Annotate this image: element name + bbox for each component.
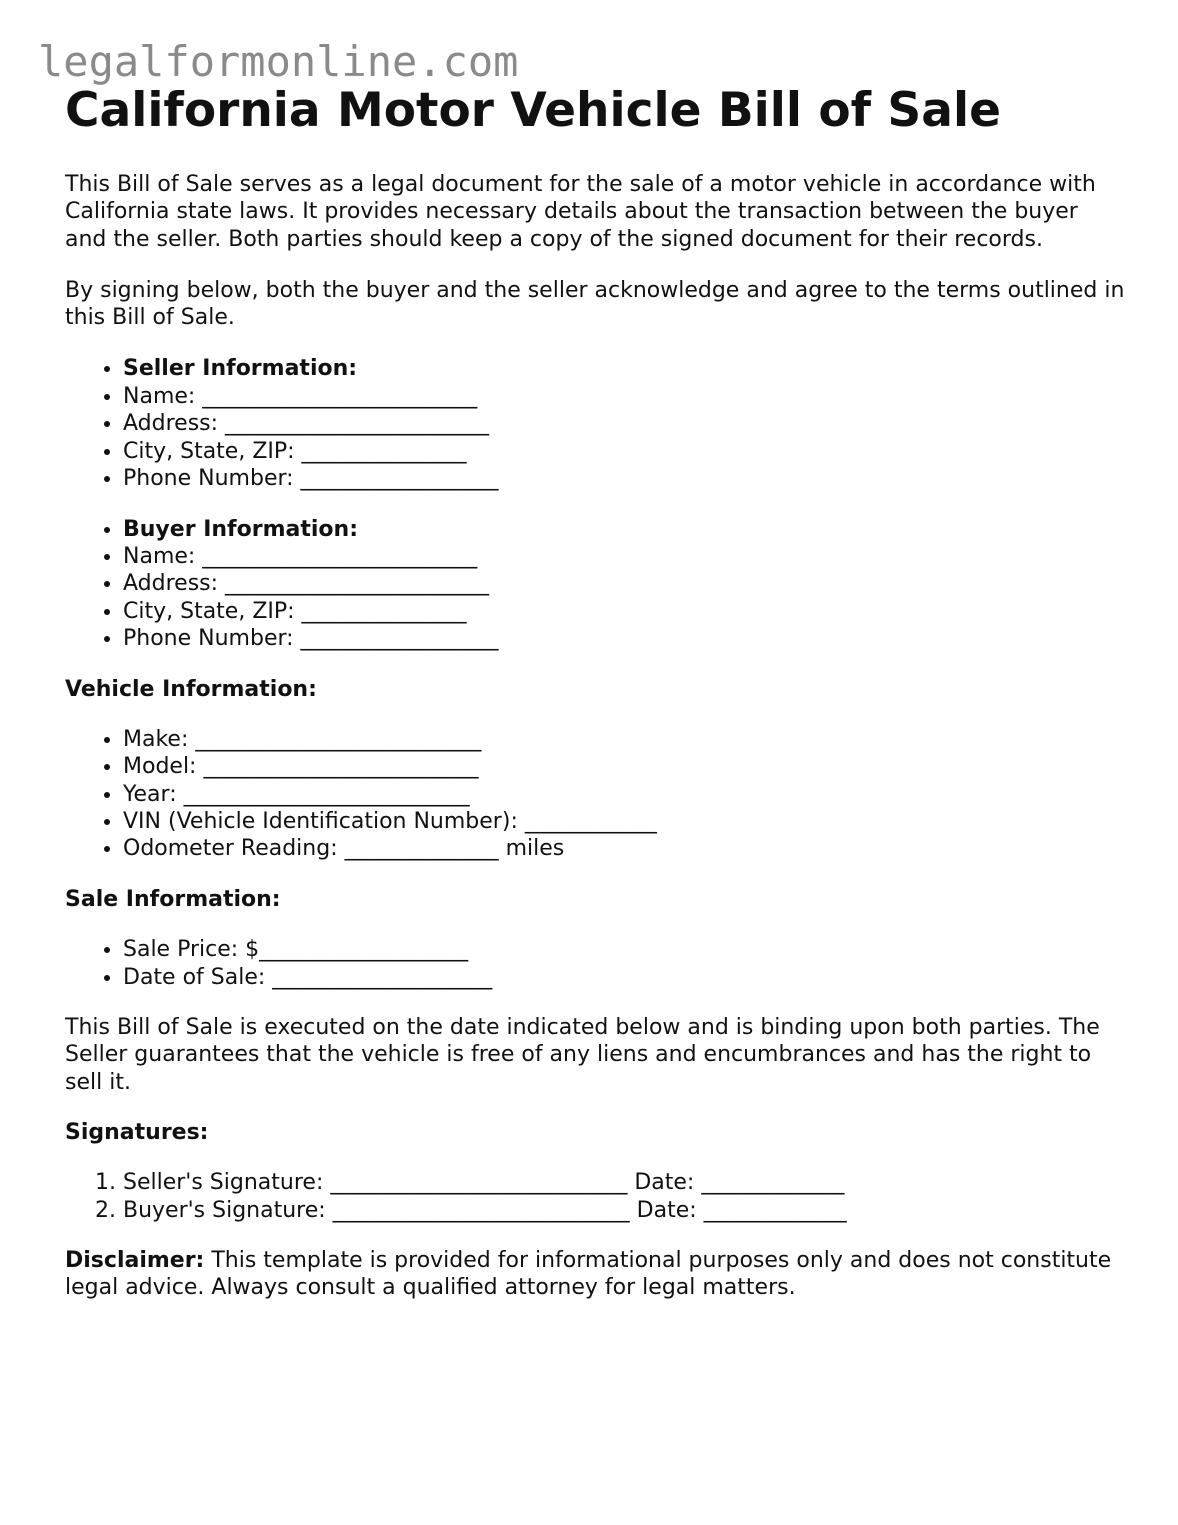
buyer-city-state-zip-field: • City, State, ZIP: _______________ — [123, 598, 1125, 625]
vehicle-heading: Vehicle Information: — [65, 676, 317, 702]
seller-city-state-zip-field: • City, State, ZIP: _______________ — [123, 438, 1125, 465]
buyer-name-field: • Name: _________________________ — [123, 543, 1125, 570]
sale-price-field: • Sale Price: $___________________ — [123, 936, 1125, 963]
agreement-paragraph: By signing below, both the buyer and the seller acknowledge and agree to the terms outlined in this Bill of Sale. — [65, 277, 1125, 331]
buyer-heading-item — [123, 516, 1125, 543]
buyer-address-field: • Address: ________________________ — [123, 570, 1125, 597]
seller-phone-field: • Phone Number: __________________ — [123, 465, 1125, 492]
disclaimer-paragraph — [65, 1247, 1125, 1302]
disclaimer-label: Disclaimer: — [65, 1247, 205, 1273]
signatures-list — [65, 1169, 1125, 1224]
vehicle-model-field: • Model: _________________________ — [123, 753, 1125, 780]
seller-address-field: • Address: ________________________ — [123, 410, 1125, 437]
document-title: California Motor Vehicle Bill of Sale — [65, 83, 1001, 138]
sale-information-list — [65, 936, 1125, 991]
buyer-phone-field: • Phone Number: __________________ — [123, 625, 1125, 652]
seller-heading: Seller Information: — [123, 356, 358, 382]
buyer-signature-line: 2. Buyer's Signature: ___________________________ Date: _____________ — [123, 1197, 1125, 1224]
document-body — [65, 80, 1125, 1302]
seller-information-list — [65, 355, 1125, 492]
vehicle-odometer-field: • Odometer Reading: ______________ miles — [123, 835, 1125, 862]
vehicle-vin-field: • VIN (Vehicle Identification Number): ____________ — [123, 808, 1125, 835]
seller-signature-line: 1. Seller's Signature: ___________________________ Date: _____________ — [123, 1169, 1125, 1196]
sale-heading: Sale Information: — [65, 886, 281, 912]
watermark: legalformonline.com — [38, 37, 519, 86]
disclaimer-text: This template is provided for informational purposes only and does not constitute legal advice. Always consult a qualified attorney for legal matters. — [65, 1247, 1112, 1301]
sale-date-field: • Date of Sale: ____________________ — [123, 964, 1125, 991]
buyer-heading: Buyer Information: — [123, 516, 358, 542]
buyer-information-list — [65, 516, 1125, 653]
seller-name-field: • Name: _________________________ — [123, 383, 1125, 410]
signatures-heading: Signatures: — [65, 1119, 209, 1145]
vehicle-information-list — [65, 726, 1125, 863]
seller-heading-item — [123, 355, 1125, 382]
intro-paragraph: This Bill of Sale serves as a legal document for the sale of a motor vehicle in accordance with California state laws. It provides necessary details about the transaction between the buyer and the seller. Both parties should keep a copy of the signed document for their records. — [65, 172, 1096, 252]
vehicle-year-field: • Year: __________________________ — [123, 781, 1125, 808]
vehicle-make-field: • Make: __________________________ — [123, 726, 1125, 753]
execution-paragraph: This Bill of Sale is executed on the date indicated below and is binding upon both parties. The Seller guarantees that the vehicle is free of any liens and encumbrances and has the right to sell it. — [65, 1014, 1100, 1095]
